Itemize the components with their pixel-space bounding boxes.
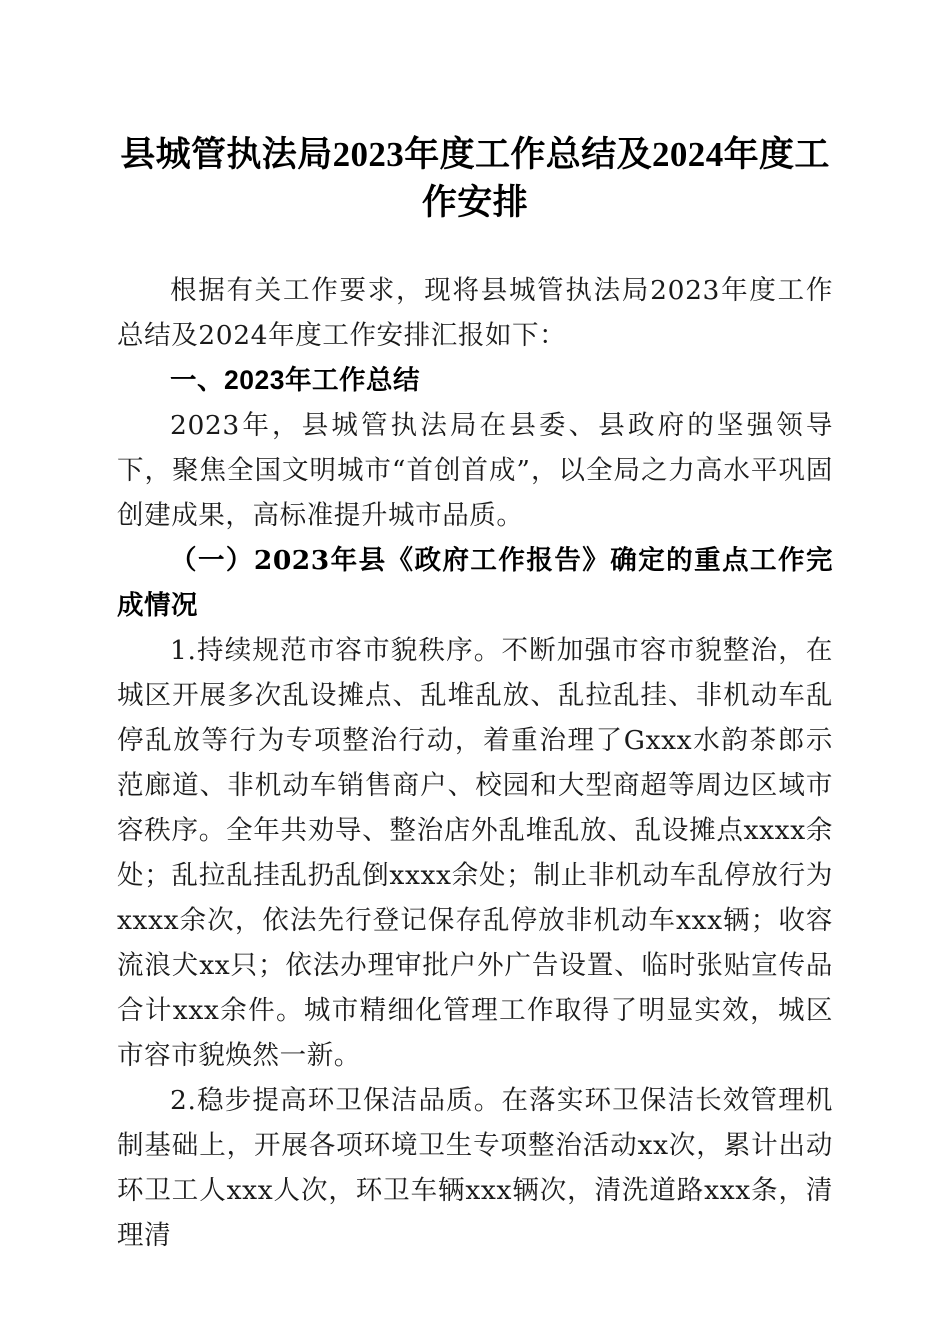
subsection-heading-1: （一）2023年县《政府工作报告》确定的重点工作完成情况 [117, 545, 833, 621]
page-bottom-margin [117, 1258, 833, 1259]
intro-paragraph: 根据有关工作要求，现将县城管执法局2023年度工作总结及2024年度工作安排汇报如下： [117, 275, 833, 351]
section-heading-1: 一、2023年工作总结 [170, 365, 420, 395]
section-1-paragraph: 2023年，县城管执法局在县委、县政府的坚强领导下，聚焦全国文明城市“首创首成”，以全局之力高水平巩固创建成果，高标准提升城市品质。 [117, 410, 833, 531]
page-title [117, 0, 833, 227]
page-title-line-1: 县城管执法局2023年度工作总结及2024年度 [120, 135, 795, 174]
list-item-1: 1.持续规范市容市貌秩序。不断加强市容市貌整治，在城区开展多次乱设摊点、乱堆乱放、乱拉乱挂、非机动车乱停乱放等行为专项整治行动，着重治理了Gxxx水韵茶郎示范廊道、非机动车销售商户、校园和大型商超等周边区域市容秩序。全年共劝导、整治店外乱堆乱放、乱设摊点xxxx余处；乱拉乱挂乱扔乱倒xxxx余处；制止非机动车乱停放行为xxxx余次，依法先行登记保存乱停放非机动车xxx辆；收容流浪犬xx只；依法办理审批户外广告设置、临时张贴宣传品合计xxx余件。城市精细化管理工作取得了明显实效，城区市容市貌焕然一新。 [117, 635, 833, 1071]
list-item-2: 2.稳步提高环卫保洁品质。在落实环卫保洁长效管理机制基础上，开展各项环境卫生专项整治活动xx次，累计出动环卫工人xxx人次，环卫车辆xxx辆次，清洗道路xxx条，清理清 [117, 1085, 833, 1251]
page-title-line-2: 工作安排 [421, 135, 830, 222]
document-text-column [117, 0, 833, 1259]
